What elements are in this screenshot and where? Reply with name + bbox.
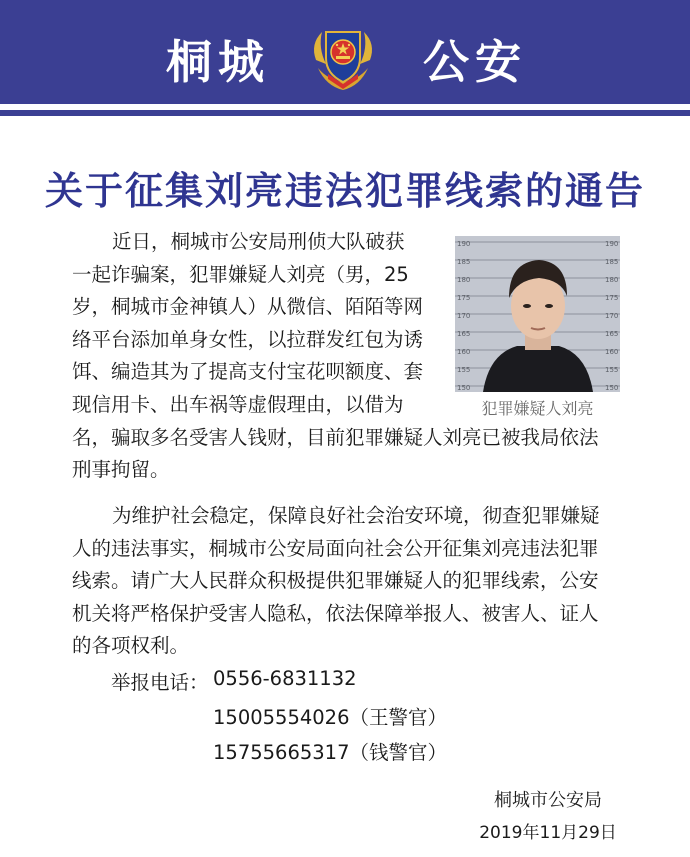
report-phone-number: 15755665317（钱警官） <box>213 741 447 764</box>
paragraph-line: 岁，桐城市金神镇人）从微信、陌陌等网 <box>72 295 424 319</box>
paragraph-line: 饵、编造其为了提高支付宝花呗额度、套 <box>72 360 424 384</box>
ruler-label-left: 185 <box>457 258 471 266</box>
paragraph-line: 近日，桐城市公安局刑侦大队破获 <box>112 230 405 253</box>
photo-caption: 犯罪嫌疑人刘亮 <box>481 399 594 418</box>
police-emblem-icon <box>306 24 380 94</box>
ruler-label-right: 170 <box>605 312 619 320</box>
ruler-label-right: 175 <box>605 294 619 302</box>
report-phone-number: 15005554026（王警官） <box>213 706 447 729</box>
issuer-signature: 桐城市公安局 <box>494 790 602 811</box>
ruler-label-left: 160 <box>457 348 471 356</box>
paragraph-line: 人的违法事实，桐城市公安局面向社会公开征集刘亮违法犯罪 <box>72 536 599 560</box>
suspect-photo <box>455 236 620 392</box>
ruler-label-left: 150 <box>457 384 471 392</box>
notice-headline: 关于征集刘亮违法犯罪线索的通告 <box>44 169 645 213</box>
ruler-label-right: 165 <box>605 330 619 338</box>
ruler-label-right: 160 <box>605 348 619 356</box>
ruler-label-right: 185 <box>605 258 619 266</box>
ruler-label-left: 175 <box>457 294 471 302</box>
ruler-label-left: 170 <box>457 312 471 320</box>
banner-stripe-blue <box>0 110 690 116</box>
paragraph-line: 一起诈骗案，犯罪嫌疑人刘亮（男，25 <box>72 262 409 286</box>
paragraph-line: 刑事拘留。 <box>72 458 170 482</box>
ruler-label-right: 180 <box>605 276 619 284</box>
ruler-label-right: 155 <box>605 366 619 374</box>
ruler-label-left: 180 <box>457 276 471 284</box>
paragraph-appeal <box>72 500 600 663</box>
paragraph-line: 的各项权利。 <box>72 634 190 658</box>
ruler-label-left: 165 <box>457 330 471 338</box>
ruler-label-left: 190 <box>457 240 471 248</box>
banner-title-left: 桐城 <box>166 35 270 89</box>
paragraph-line: 线索。请广大人民群众积极提供犯罪嫌疑人的犯罪线索，公安 <box>72 569 599 593</box>
paragraph-line: 机关将严格保护受害人隐私，依法保障举报人、被害人、证人 <box>72 601 599 625</box>
issue-date: 2019年11月29日 <box>479 823 617 843</box>
paragraph-line: 现信用卡、出车祸等虚假理由，以借为 <box>72 392 404 416</box>
report-phone-number: 0556-6831132 <box>213 667 357 690</box>
ruler-label-right: 190 <box>605 240 619 248</box>
suspect-photo-image <box>455 236 620 392</box>
paragraph-line: 络平台添加单身女性，以拉群发红包为诱 <box>72 327 424 351</box>
banner-title-right: 公安 <box>423 35 527 89</box>
ruler-label-left: 155 <box>457 366 471 374</box>
paragraph-line: 名，骗取多名受害人钱财，目前犯罪嫌疑人刘亮已被我局依法 <box>72 425 599 449</box>
ruler-label-right: 150 <box>605 384 619 392</box>
header-banner <box>0 0 690 104</box>
paragraph-line: 为维护社会稳定，保障良好社会治安环境，彻查犯罪嫌疑 <box>112 504 600 527</box>
report-phone-label: 举报电话： <box>111 671 209 694</box>
